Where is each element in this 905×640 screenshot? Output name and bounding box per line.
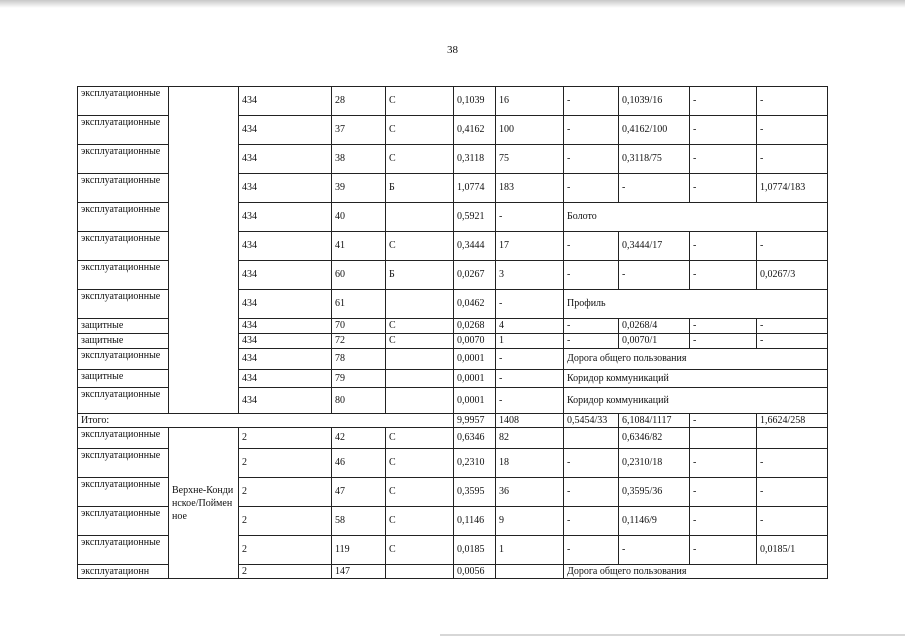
cell-col8: 0,4162/100 xyxy=(619,116,690,145)
cell-plot-number: 80 xyxy=(332,388,386,414)
cell-note: Дорога общего пользования xyxy=(564,565,828,579)
cell-col9: - xyxy=(690,507,757,536)
cell-count xyxy=(496,565,564,579)
cell-quarter: 434 xyxy=(239,116,332,145)
cell-quarter: 434 xyxy=(239,370,332,388)
cell-col10: - xyxy=(757,232,828,261)
cell-plot-number: 78 xyxy=(332,349,386,370)
cell-col8: 0,3595/36 xyxy=(619,478,690,507)
cell-category xyxy=(386,565,454,579)
scan-edge-bottom xyxy=(440,634,905,636)
cell-category: С xyxy=(386,334,454,349)
cell-note: Болото xyxy=(564,203,828,232)
cell-plot-number: 60 xyxy=(332,261,386,290)
cell-col7: - xyxy=(564,116,619,145)
table-row xyxy=(78,428,828,449)
cell-col9: - xyxy=(690,116,757,145)
cell-land-type: защитные xyxy=(78,334,169,349)
cell-note: Дорога общего пользования xyxy=(564,349,828,370)
cell-area: 0,3444 xyxy=(454,232,496,261)
cell-col8: 0,1039/16 xyxy=(619,87,690,116)
cell-location xyxy=(169,87,239,414)
cell-quarter: 2 xyxy=(239,565,332,579)
cell-quarter: 2 xyxy=(239,536,332,565)
cell-col7: - xyxy=(564,507,619,536)
total-col7: 0,5454/33 xyxy=(564,414,619,428)
cell-count: 36 xyxy=(496,478,564,507)
cell-count: - xyxy=(496,388,564,414)
total-col10: 1,6624/258 xyxy=(757,414,828,428)
cell-category: С xyxy=(386,232,454,261)
cell-note: Коридор коммуникаций xyxy=(564,370,828,388)
cell-col7: - xyxy=(564,232,619,261)
cell-area: 0,0001 xyxy=(454,388,496,414)
cell-area: 0,4162 xyxy=(454,116,496,145)
cell-col7: - xyxy=(564,87,619,116)
cell-category xyxy=(386,349,454,370)
cell-area: 0,5921 xyxy=(454,203,496,232)
cell-plot-number: 147 xyxy=(332,565,386,579)
cell-area: 0,0462 xyxy=(454,290,496,319)
cell-land-type: эксплуатационные xyxy=(78,203,169,232)
cell-col9: - xyxy=(690,478,757,507)
cell-quarter: 434 xyxy=(239,203,332,232)
cell-col7: - xyxy=(564,536,619,565)
cell-land-type: защитные xyxy=(78,370,169,388)
cell-plot-number: 58 xyxy=(332,507,386,536)
cell-col8: - xyxy=(619,536,690,565)
cell-count: 1 xyxy=(496,334,564,349)
cell-quarter: 2 xyxy=(239,428,332,449)
cell-category: С xyxy=(386,449,454,478)
cell-plot-number: 28 xyxy=(332,87,386,116)
cell-area: 0,0268 xyxy=(454,319,496,334)
cell-col8: 0,0070/1 xyxy=(619,334,690,349)
table-section-434 xyxy=(78,87,828,414)
cell-count: 82 xyxy=(496,428,564,449)
cell-col10: - xyxy=(757,87,828,116)
cell-category: С xyxy=(386,478,454,507)
cell-area: 0,0056 xyxy=(454,565,496,579)
cell-col9: - xyxy=(690,174,757,203)
cell-plot-number: 39 xyxy=(332,174,386,203)
total-count: 1408 xyxy=(496,414,564,428)
cell-location: Верхне-Кондинское/Пойменное xyxy=(169,428,239,579)
cell-area: 0,3595 xyxy=(454,478,496,507)
cell-area: 0,1146 xyxy=(454,507,496,536)
cell-count: - xyxy=(496,290,564,319)
cell-quarter: 434 xyxy=(239,174,332,203)
cell-col9: - xyxy=(690,334,757,349)
cell-plot-number: 38 xyxy=(332,145,386,174)
cell-count: 9 xyxy=(496,507,564,536)
cell-area: 0,0267 xyxy=(454,261,496,290)
cell-col7: - xyxy=(564,334,619,349)
cell-col9: - xyxy=(690,232,757,261)
cell-plot-number: 41 xyxy=(332,232,386,261)
cell-land-type: эксплуатационные xyxy=(78,478,169,507)
cell-col7: - xyxy=(564,145,619,174)
cell-quarter: 434 xyxy=(239,261,332,290)
cell-land-type: эксплуатационные xyxy=(78,349,169,370)
cell-land-type: эксплуатационные xyxy=(78,290,169,319)
cell-plot-number: 40 xyxy=(332,203,386,232)
total-col9: - xyxy=(690,414,757,428)
cell-col9 xyxy=(690,428,757,449)
cell-col9: - xyxy=(690,536,757,565)
cell-category xyxy=(386,388,454,414)
cell-count: 18 xyxy=(496,449,564,478)
cell-land-type: эксплуатационные xyxy=(78,87,169,116)
cell-count: 4 xyxy=(496,319,564,334)
cell-quarter: 434 xyxy=(239,349,332,370)
cell-col10: 1,0774/183 xyxy=(757,174,828,203)
cell-area: 0,6346 xyxy=(454,428,496,449)
cell-quarter: 434 xyxy=(239,388,332,414)
cell-land-type: эксплуатационные xyxy=(78,232,169,261)
cell-area: 0,0001 xyxy=(454,370,496,388)
cell-col8: - xyxy=(619,174,690,203)
cell-col9: - xyxy=(690,449,757,478)
total-row xyxy=(78,414,828,428)
cell-land-type: эксплуатационные xyxy=(78,449,169,478)
cell-col7: - xyxy=(564,449,619,478)
total-label: Итого: xyxy=(78,414,454,428)
cell-count: - xyxy=(496,203,564,232)
cell-land-type: эксплуатационные xyxy=(78,174,169,203)
cell-category: С xyxy=(386,145,454,174)
cell-count: - xyxy=(496,370,564,388)
cell-land-type: эксплуатационные xyxy=(78,388,169,414)
cell-area: 0,0070 xyxy=(454,334,496,349)
cell-col8: 0,3118/75 xyxy=(619,145,690,174)
cell-category: С xyxy=(386,507,454,536)
cell-col9: - xyxy=(690,87,757,116)
cell-land-type: эксплуатационные xyxy=(78,261,169,290)
cell-col8: 0,0268/4 xyxy=(619,319,690,334)
cell-plot-number: 46 xyxy=(332,449,386,478)
cell-col9: - xyxy=(690,319,757,334)
cell-category: С xyxy=(386,319,454,334)
cell-area: 0,1039 xyxy=(454,87,496,116)
cell-col8: 0,6346/82 xyxy=(619,428,690,449)
total-area: 9,9957 xyxy=(454,414,496,428)
cell-plot-number: 61 xyxy=(332,290,386,319)
cell-col8: 0,1146/9 xyxy=(619,507,690,536)
cell-category: Б xyxy=(386,174,454,203)
cell-col10: - xyxy=(757,145,828,174)
cell-land-type: защитные xyxy=(78,319,169,334)
cell-col10: - xyxy=(757,319,828,334)
cell-category xyxy=(386,290,454,319)
cell-col10: 0,0185/1 xyxy=(757,536,828,565)
cell-category xyxy=(386,203,454,232)
cell-col8: 0,3444/17 xyxy=(619,232,690,261)
cell-category: С xyxy=(386,116,454,145)
cell-plot-number: 42 xyxy=(332,428,386,449)
cell-quarter: 434 xyxy=(239,290,332,319)
table-section-2 xyxy=(78,428,828,579)
cell-quarter: 2 xyxy=(239,478,332,507)
cell-plot-number: 79 xyxy=(332,370,386,388)
cell-quarter: 2 xyxy=(239,507,332,536)
cell-quarter: 2 xyxy=(239,449,332,478)
cell-col10: 0,0267/3 xyxy=(757,261,828,290)
cell-quarter: 434 xyxy=(239,145,332,174)
cell-category: Б xyxy=(386,261,454,290)
cell-count: - xyxy=(496,349,564,370)
cell-count: 3 xyxy=(496,261,564,290)
cell-note: Коридор коммуникаций xyxy=(564,388,828,414)
page-number: 38 xyxy=(447,44,458,56)
scan-edge-top xyxy=(0,0,905,8)
cell-note: Профиль xyxy=(564,290,828,319)
cell-plot-number: 37 xyxy=(332,116,386,145)
cell-land-type: эксплуатационные xyxy=(78,116,169,145)
cell-col7 xyxy=(564,428,619,449)
cell-count: 16 xyxy=(496,87,564,116)
cell-col10: - xyxy=(757,334,828,349)
cell-land-type: эксплуатационные xyxy=(78,428,169,449)
cell-col9: - xyxy=(690,261,757,290)
cell-quarter: 434 xyxy=(239,319,332,334)
cell-count: 17 xyxy=(496,232,564,261)
total-col8: 6,1084/1117 xyxy=(619,414,690,428)
cell-area: 1,0774 xyxy=(454,174,496,203)
cell-area: 0,3118 xyxy=(454,145,496,174)
cell-col10: - xyxy=(757,116,828,145)
cell-category xyxy=(386,370,454,388)
cell-area: 0,0185 xyxy=(454,536,496,565)
cell-col10: - xyxy=(757,507,828,536)
cell-land-type: эксплуатационн xyxy=(78,565,169,579)
cell-count: 100 xyxy=(496,116,564,145)
cell-category: С xyxy=(386,428,454,449)
cell-col8: 0,2310/18 xyxy=(619,449,690,478)
cell-area: 0,2310 xyxy=(454,449,496,478)
cell-col7: - xyxy=(564,261,619,290)
cell-col8: - xyxy=(619,261,690,290)
cell-quarter: 434 xyxy=(239,87,332,116)
forest-plots-table xyxy=(77,86,828,579)
cell-col9: - xyxy=(690,145,757,174)
cell-plot-number: 70 xyxy=(332,319,386,334)
cell-land-type: эксплуатационные xyxy=(78,536,169,565)
cell-col7: - xyxy=(564,319,619,334)
cell-col7: - xyxy=(564,478,619,507)
table-row xyxy=(78,87,828,116)
cell-plot-number: 47 xyxy=(332,478,386,507)
cell-land-type: эксплуатационные xyxy=(78,145,169,174)
cell-col10: - xyxy=(757,478,828,507)
cell-area: 0,0001 xyxy=(454,349,496,370)
cell-col10: - xyxy=(757,449,828,478)
cell-land-type: эксплуатационные xyxy=(78,507,169,536)
cell-count: 75 xyxy=(496,145,564,174)
cell-category: С xyxy=(386,536,454,565)
cell-category: С xyxy=(386,87,454,116)
cell-plot-number: 72 xyxy=(332,334,386,349)
cell-col10 xyxy=(757,428,828,449)
total-section xyxy=(78,414,828,428)
cell-plot-number: 119 xyxy=(332,536,386,565)
cell-count: 1 xyxy=(496,536,564,565)
cell-quarter: 434 xyxy=(239,232,332,261)
cell-col7: - xyxy=(564,174,619,203)
cell-count: 183 xyxy=(496,174,564,203)
cell-quarter: 434 xyxy=(239,334,332,349)
